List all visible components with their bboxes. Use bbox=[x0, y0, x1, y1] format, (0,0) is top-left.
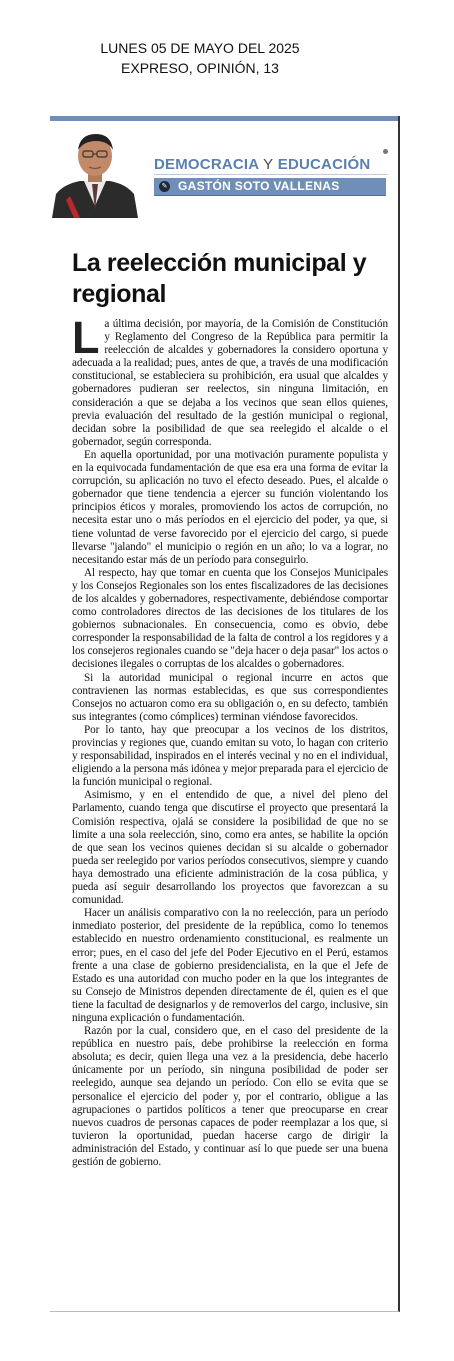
dateline bbox=[0, 38, 400, 78]
headline: La reelección municipal y regional bbox=[72, 249, 367, 308]
column-rule bbox=[154, 174, 388, 175]
article-paragraph: Al respecto, hay que tomar en cuenta que los Consejos Municipales y los Consejos Regionales son los entes fiscalizadores de las decisiones de los alcaldes y gobernadores, respectivamente, debiéndose comportar como controladores directos de las decisiones de los titulares de los gobiernos subnacionales. En consecuencia, como es obvio, debe corresponder la responsabilidad de la falta de control a los regidores y a los consejeros regionales cuando se "deja hacer o deja pasar" los actos o decisiones ilegales o corruptas de los alcaldes o gobernadores. bbox=[72, 566, 388, 671]
author-portrait bbox=[50, 126, 140, 218]
column-title-connector: Y bbox=[263, 156, 274, 173]
article-paragraph: Si la autoridad municipal o regional incurre en actos que contravienen las normas establecidas, es que sus correspondientes Consejos no actuaron como era su obligación o, en su defecto, también sus integrantes (como cómplices) terminan viéndose favorecidos. bbox=[72, 671, 388, 723]
article-paragraph: Razón por la cual, considero que, en el caso del presidente de la república en nuestro país, debe prohibirse la reelección en forma absoluta; es decir, quien llega una vez a la presidencia, debe hacerlo únicamente por un período, sin ninguna posibilidad de poder ser reelegido, aunque sea dejando un período. Con ello se evita que se personalice el ejercicio del poder y, por el contrario, obligue a las agrupaciones o partidos políticos a tener que preocuparse en crear nuevos cuadros de personas capaces de poder reemplazar a los que, si tuvieron la oportunidad, puedan hacerse cargo de dirigir la administración del Estado, y continuar así lo que puede ser una buena gestión de gobierno. bbox=[72, 1025, 388, 1168]
article-paragraph: Por lo tanto, hay que preocupar a los vecinos de los distritos, provincias y regiones que, cuando emitan su voto, lo hagan con criterio y responsabilidad, inspirados en el interés vecinal y no en el individual, eligiendo a la persona más idónea y mejor preparada para el ejercicio de la función municipal o regional. bbox=[72, 723, 388, 789]
column-title bbox=[154, 156, 370, 173]
publication-date: LUNES 05 DE MAYO DEL 2025 bbox=[100, 40, 300, 56]
publication-source: EXPRESO, OPINIÓN, 13 bbox=[121, 60, 279, 76]
paragraph-text: a última decisión, por mayoría, de la Comisión de Constitución y Reglamento del Congreso de la República para permitir la reelección de alcaldes y gobernadores la considero oportuna y adecuada a la realidad; pues, antes de que, a través de una modificación constitucional, se estableciera su prohibición, era usual que alcaldes y gobernadores pudieran ser reelectos, sin ninguna limitación, en consideración a que se dejaba a los vecinos que sean ellos quienes, previa evaluación del resultado de la gestión municipal o regional, decidan sobre la posibilidad de que sea reelegido el alcalde o el gobernador, según corresponda. bbox=[72, 318, 388, 448]
column-ornament bbox=[383, 149, 388, 154]
author-byline: GASTÓN SOTO VALLENAS bbox=[178, 179, 340, 193]
article-body bbox=[72, 312, 388, 1169]
article-paragraph bbox=[72, 312, 388, 449]
article-paragraph: En aquella oportunidad, por una motivación puramente populista y en la equivocada fundamentación de que esa era una forma de evitar la corrupción, su aplicación no tuvo el efecto deseado. Pues, el alcalde o gobernador que tiene tendencia a ejercer su función violentando los principios éticos y morales, promoviendo los actos de corrupción, no necesita estar uno o más períodos en el ejercicio del poder, ya que, si tiene voluntad de verse favorecido por el ejercicio del cargo, si puede llevarse "jalando" el municipio o región en un año; lo va a lograr, no necesitando estar más de un período para conseguirlo. bbox=[72, 448, 388, 566]
article-paragraph: Hacer un análisis comparativo con la no reelección, para un período inmediato posterior, del presidente de la república, como lo tenemos establecido en nuestro ordenamiento constitucional, es realmente un error; pues, en el caso del jefe del Poder Ejecutivo en el Perú, estamos frente a una clase de gobierno presidencialista, en la que el Jefe de Estado es una autoridad con mucho poder en la que los integrantes de su Consejo de Ministros dependen directamente de él, quien es el que tiene la facultad de designarlos y de removerlos del cargo, inclusive, sin ninguna explicación o fundamentación. bbox=[72, 907, 388, 1024]
column-title-part1: DEMOCRACIA bbox=[154, 156, 259, 173]
top-rule bbox=[50, 116, 398, 121]
pen-icon: ✎ bbox=[159, 181, 170, 192]
article-paragraph: Asimismo, y en el entendido de que, a nivel del pleno del Parlamento, cuando tenga que discutirse el proyecto que presentará la Comisión respectiva, ojalá se considere la posibilidad de que no se limite a una sola reelección, sino, como era antes, se habilite la opción de que sean los vecinos quienes decidan si su alcalde o gobernador pueda ser reelegido por varios períodos consecutivos, siempre y cuando haya demostrado una eficiente administración de la cosa pública, y pueda así seguir desarrollando los proyectos que favorezcan a su comunidad. bbox=[72, 789, 388, 907]
newspaper-clipping bbox=[50, 116, 400, 1312]
byline-bar bbox=[154, 178, 386, 196]
column-title-part2: EDUCACIÓN bbox=[277, 156, 371, 173]
drop-cap: L bbox=[72, 312, 100, 363]
